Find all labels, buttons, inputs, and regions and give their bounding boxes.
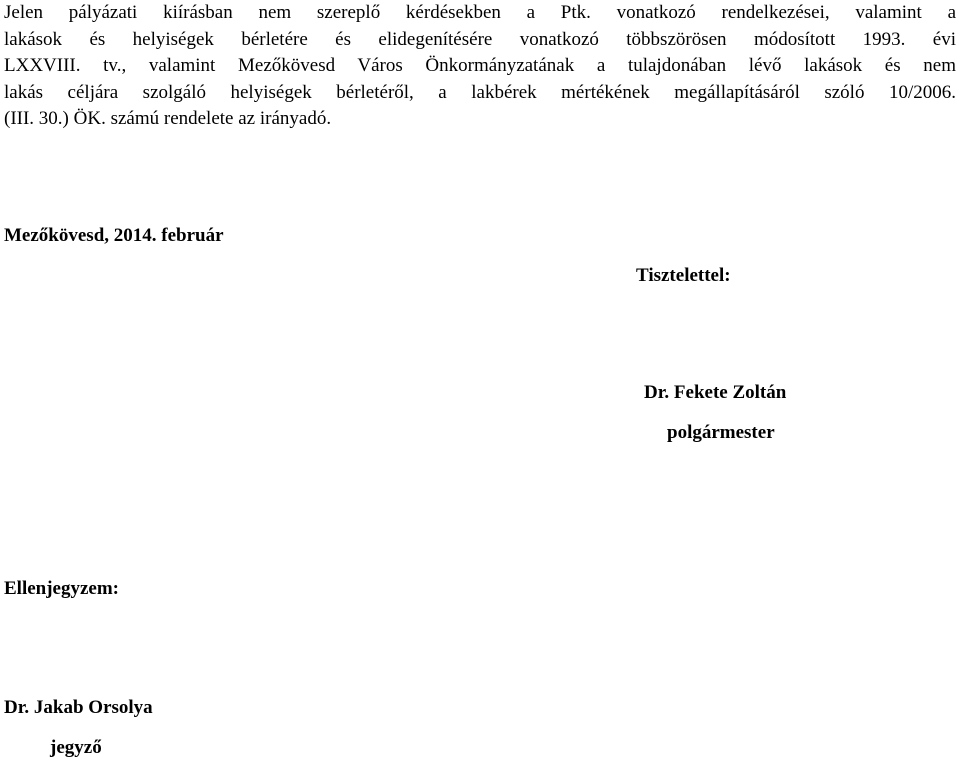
body-paragraph — [4, 0, 956, 133]
body-line-5: (III. 30.) ÖK. számú rendelete az irányadó. — [4, 108, 332, 130]
body-line-3: LXXVIII. tv., valamint Mezőkövesd Város Önkormányzatának a tulajdonában lévő lakások és nem — [4, 55, 956, 77]
countersign-label: Ellenjegyzem: — [4, 578, 120, 599]
body-line-2: lakások és helyiségek bérletére és elidegenítésére vonatkozó többszörösen módosított 1993. évi — [4, 28, 956, 50]
body-line-4: lakás céljára szolgáló helyiségek bérletéről, a lakbérek mértékének megállapításáról szóló 10/2006. — [4, 81, 956, 103]
clerk-title: jegyző — [50, 737, 102, 758]
clerk-name: Dr. Jakab Orsolya — [4, 697, 153, 718]
place-and-date: Mezőkövesd, 2014. február — [4, 225, 224, 246]
body-line-1: Jelen pályázati kiírásban nem szereplő kérdésekben a Ptk. vonatkozó rendelkezései, valamint a — [4, 2, 956, 23]
signer-title: polgármester — [667, 422, 775, 443]
closing-salutation: Tisztelettel: — [636, 265, 731, 286]
signer-name: Dr. Fekete Zoltán — [644, 382, 787, 403]
